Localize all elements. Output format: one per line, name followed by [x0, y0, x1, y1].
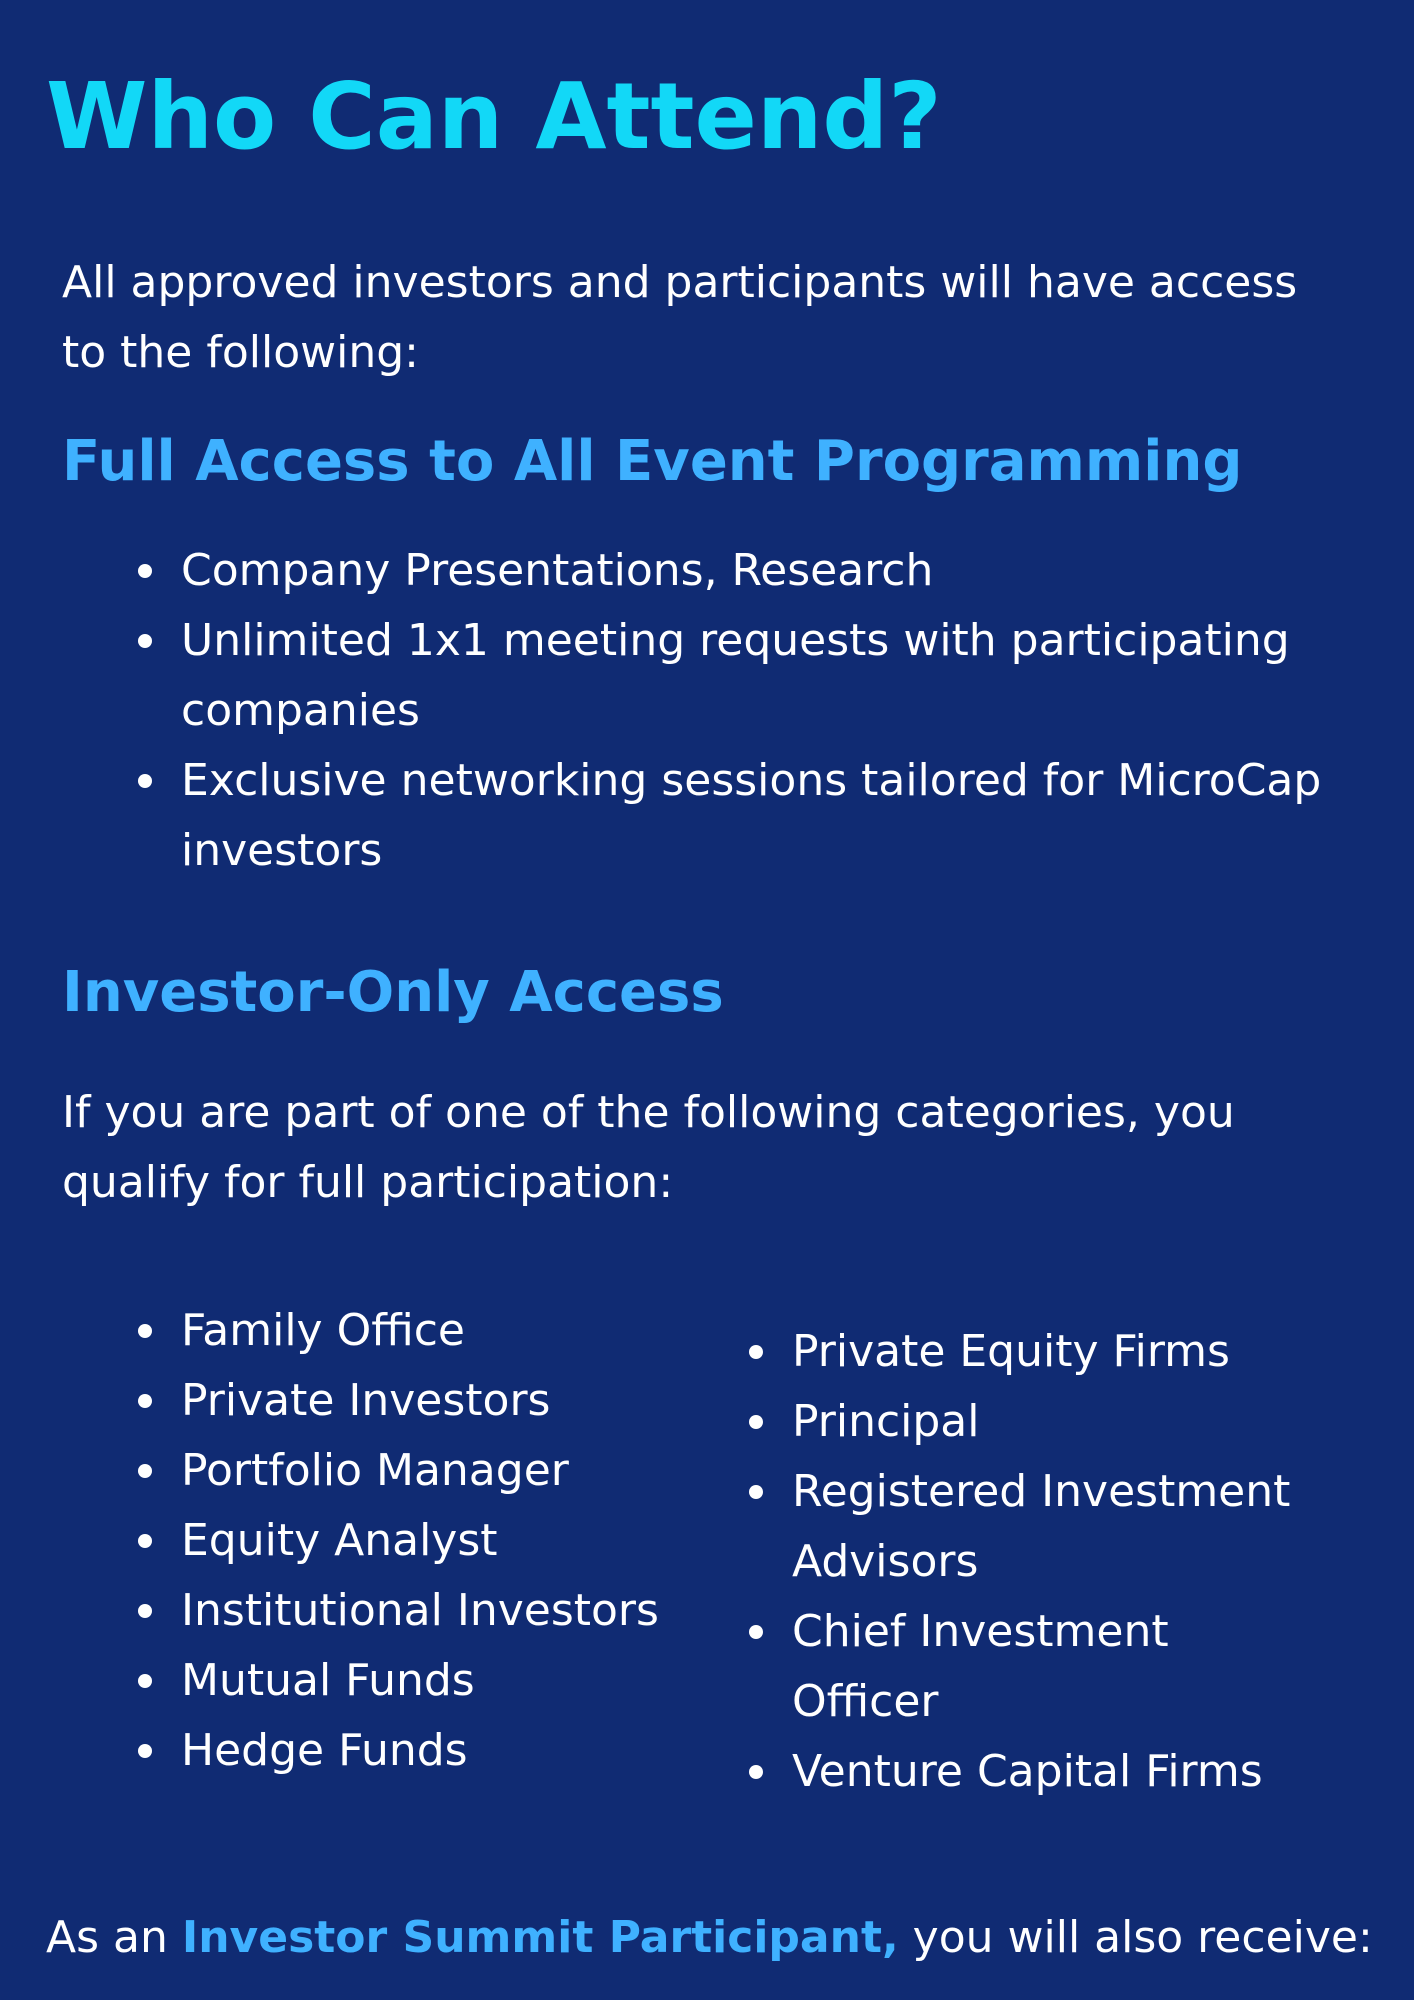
bullet-icon — [138, 1744, 152, 1758]
event-programming-list — [181, 536, 1341, 886]
list-item-text: Equity Analyst — [181, 1515, 498, 1566]
bullet-icon — [749, 1765, 763, 1779]
list-item — [181, 1436, 701, 1506]
list-item — [181, 1296, 701, 1366]
page-title: Who Can Attend? — [46, 63, 942, 170]
investor-summit-participant-highlight: Investor Summit Participant, — [181, 1912, 899, 1963]
list-item — [181, 1646, 701, 1716]
list-item-text: Principal — [792, 1396, 980, 1447]
list-item — [181, 1716, 701, 1786]
investor-only-heading: Investor-Only Access — [62, 960, 724, 1025]
list-item-text: Company Presentations, Research — [181, 545, 934, 596]
bullet-icon — [749, 1625, 763, 1639]
bullet-icon — [749, 1345, 763, 1359]
event-programming-heading: Full Access to All Event Programming — [62, 429, 1243, 494]
bullet-icon — [138, 1464, 152, 1478]
intro-text: All approved investors and participants will have access to the following: — [62, 257, 1298, 378]
list-item-text: Exclusive networking sessions tailored for MicroCap investors — [181, 755, 1322, 876]
list-item-text: Chief Investment Officer — [792, 1606, 1169, 1727]
list-item-text: Portfolio Manager — [181, 1445, 569, 1496]
bullet-icon — [138, 774, 152, 788]
list-item-text: Registered Investment Advisors — [792, 1466, 1291, 1587]
footer-suffix: you will also receive: — [898, 1912, 1373, 1963]
bullet-icon — [138, 564, 152, 578]
bullet-icon — [138, 1534, 152, 1548]
list-item — [181, 606, 1341, 746]
list-item — [792, 1737, 1312, 1807]
investor-categories-right-list — [792, 1317, 1312, 1807]
bullet-icon — [138, 1324, 152, 1338]
bullet-icon — [138, 1394, 152, 1408]
list-item-text: Hedge Funds — [181, 1725, 468, 1776]
list-item — [181, 746, 1341, 886]
list-item — [792, 1387, 1312, 1457]
list-item-text: Mutual Funds — [181, 1655, 475, 1706]
list-item-text: Family Office — [181, 1305, 466, 1356]
list-item-text: Private Investors — [181, 1375, 551, 1426]
bullet-icon — [138, 1604, 152, 1618]
list-item — [181, 1366, 701, 1436]
list-item-text: Institutional Investors — [181, 1585, 659, 1636]
bullet-icon — [138, 634, 152, 648]
list-item-text: Venture Capital Firms — [792, 1746, 1263, 1797]
list-item — [792, 1317, 1312, 1387]
list-item — [792, 1457, 1312, 1597]
list-item-text: Private Equity Firms — [792, 1326, 1230, 1377]
qualification-text: If you are part of one of the following categories, you qualify for full participation: — [62, 1087, 1235, 1208]
summit-participant-benefits-line — [46, 1903, 1373, 1973]
list-item — [181, 1506, 701, 1576]
bullet-icon — [749, 1485, 763, 1499]
list-item — [181, 1576, 701, 1646]
bullet-icon — [138, 1674, 152, 1688]
bullet-icon — [749, 1415, 763, 1429]
list-item — [181, 536, 1341, 606]
footer-prefix: As an — [46, 1912, 182, 1963]
list-item-text: Unlimited 1x1 meeting requests with participating companies — [181, 615, 1290, 736]
investor-categories-left-list — [181, 1296, 701, 1786]
list-item — [792, 1597, 1312, 1737]
